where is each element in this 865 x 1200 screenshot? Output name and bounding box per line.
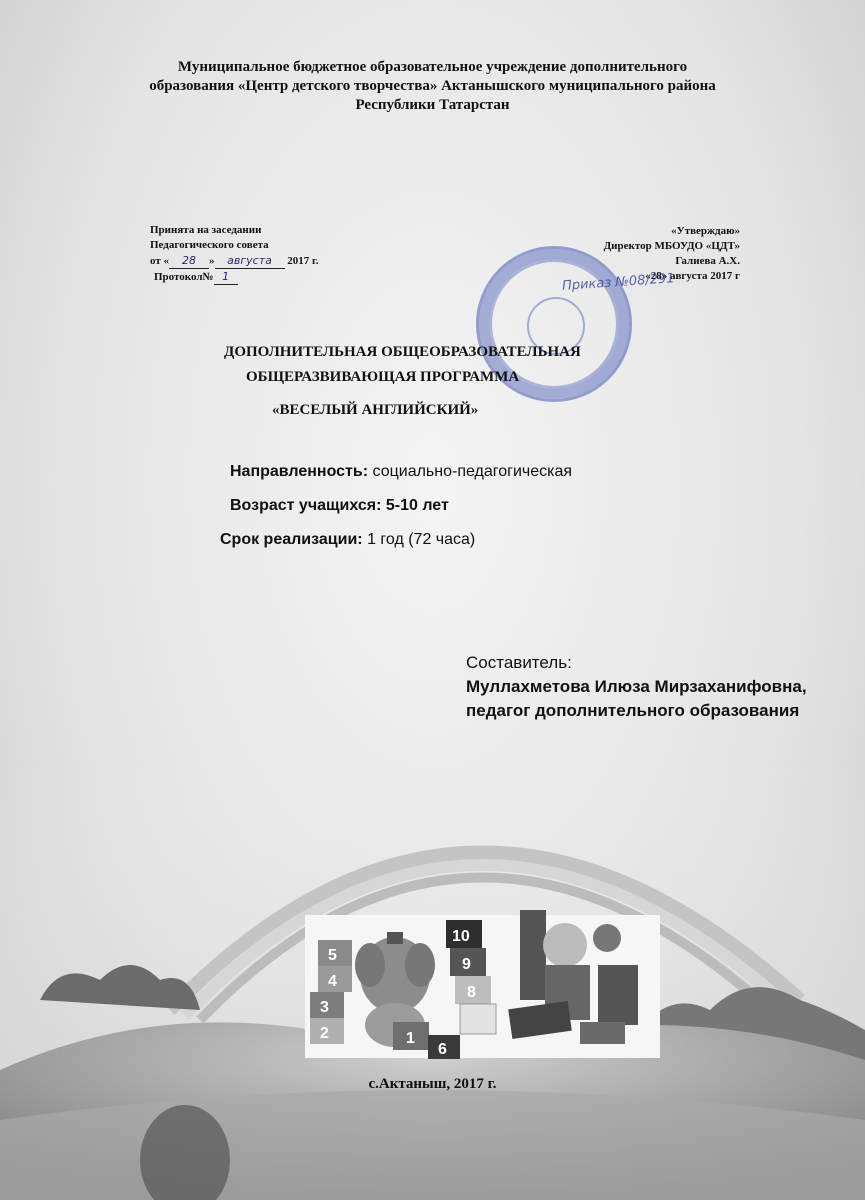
approve-line-4: «28» августа 2017 г [645,270,740,282]
cube-label-2: 2 [320,1025,329,1042]
meadow [0,1090,865,1200]
cube-label-9: 9 [462,956,471,973]
protocol-line [150,269,319,285]
cube-label-3: 3 [320,999,329,1016]
program-title-line-2: ОБЩЕРАЗВИВАЮЩАЯ ПРОГРАММА [246,369,520,385]
approve-line-1: «Утверждаю» [671,225,740,237]
institution-line-2: образования «Центр детского творчества» Актанышского муниципального района [149,78,716,94]
approve-line-2: Директор МБОУДО «ЦДТ» [603,240,740,252]
protocol-number: 1 [214,269,238,285]
date-suffix: 2017 г. [287,255,319,267]
cube-label-1: 1 [406,1030,415,1047]
date-prefix: от « [150,255,170,267]
council-line-2: Педагогического совета [150,239,269,251]
cube-label-4: 4 [328,973,337,990]
institution-line-1: Муниципальное бюджетное образовательное учреждение дополнительного [177,59,688,75]
council-date-line [150,253,319,269]
approve-line-3: Галиева А.Х. [675,255,740,267]
date-day: 28 [169,253,209,269]
direction-value: социально-педагогическая [372,463,573,480]
cube-label-8: 8 [467,984,476,1001]
cube-label-10: 10 [452,928,470,945]
term-value: 1 год (72 часа) [367,531,476,548]
term-field [220,531,475,549]
date-sep: » [209,255,215,267]
age-label: Возраст учащихся: [230,497,382,514]
age-field [230,497,449,515]
compiler-position: педагог дополнительного образования [466,701,800,720]
institution-header [0,58,865,115]
program-title-line-3: «ВЕСЕЛЫЙ АНГЛИЙСКИЙ» [272,402,479,418]
compiler-name: Муллахметова Илюза Мирзаханифовна, [466,677,807,696]
program-title-line-1: ДОПОЛНИТЕЛЬНАЯ ОБЩЕОБРАЗОВАТЕЛЬНАЯ [224,344,581,360]
approval-council-block [150,223,319,285]
age-value: 5-10 лет [385,497,449,514]
date-month: августа [215,253,285,269]
cube-label-5: 5 [328,947,337,964]
protocol-label: Протокол№ [154,271,214,283]
direction-field [230,463,572,481]
cube-label-6: 6 [438,1041,447,1058]
term-label: Срок реализации: [220,531,363,548]
place-and-year: с.Актаныш, 2017 г. [368,1076,497,1092]
council-line-1: Принята на заседании [150,224,262,236]
compiler-block [466,651,807,723]
compiler-label: Составитель: [466,653,572,672]
direction-label: Направленность: [230,463,369,480]
cover-illustration [0,760,865,1200]
cube-7 [460,1004,496,1034]
institution-line-3: Республики Татарстан [355,97,510,113]
handwritten-order-note: Приказ №08/291 [561,271,675,294]
